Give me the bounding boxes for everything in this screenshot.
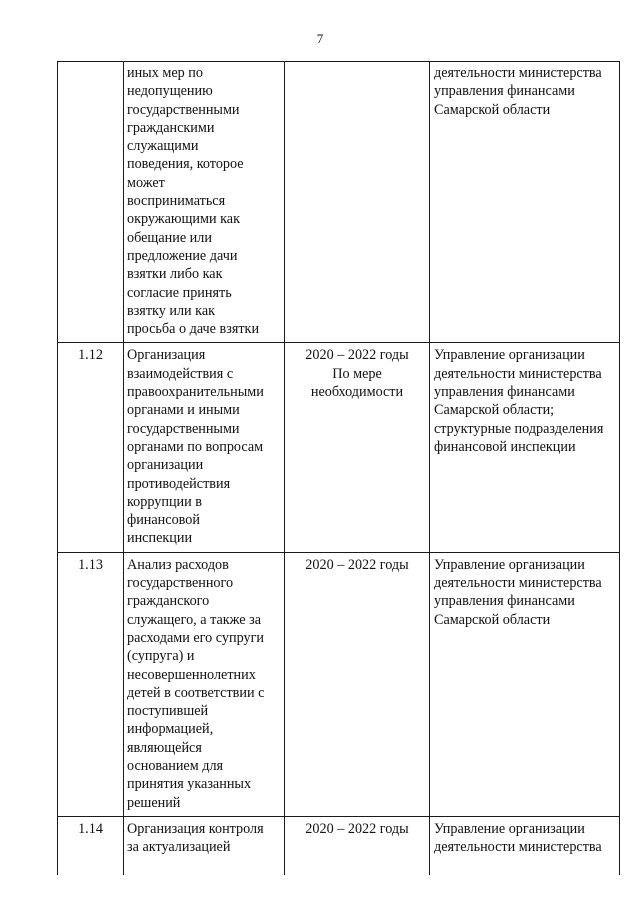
item-number: 1.12 xyxy=(58,343,124,552)
table-row xyxy=(58,343,620,552)
execution-term: 2020 – 2022 годы По мере необходимости xyxy=(285,343,430,552)
measure-description: Организация контроля за актуализацией xyxy=(124,816,285,875)
measures-table xyxy=(57,61,620,875)
table-row xyxy=(58,816,620,875)
responsible-executor: Управление организации деятельности министерства управления финансами Самарской области xyxy=(430,552,620,816)
execution-term: 2020 – 2022 годы xyxy=(285,816,430,875)
page-number: 7 xyxy=(316,31,324,46)
item-number: 1.14 xyxy=(58,816,124,875)
table-row xyxy=(58,552,620,816)
measure-description: Организация взаимодействия с правоохранительными органами и иными государственными органами по вопросам организации противодействия коррупции в финансовой инспекции xyxy=(124,343,285,552)
measure-description: иных мер по недопущению государственными гражданскими служащими поведения, которое может восприниматься окружающими как обещание или предложение дачи взятки либо как согласие принять взятку или как просьба о даче взятки xyxy=(124,62,285,343)
item-number: 1.13 xyxy=(58,552,124,816)
item-number xyxy=(58,62,124,343)
execution-term: 2020 – 2022 годы xyxy=(285,552,430,816)
responsible-executor: Управление организации деятельности министерства xyxy=(430,816,620,875)
responsible-executor: деятельности министерства управления финансами Самарской области xyxy=(430,62,620,343)
execution-term xyxy=(285,62,430,343)
responsible-executor: Управление организации деятельности министерства управления финансами Самарской области; структурные подразделения финансовой инспекции xyxy=(430,343,620,552)
table-row xyxy=(58,62,620,343)
measure-description: Анализ расходов государственного гражданского служащего, а также за расходами его супруги (супруга) и несовершеннолетних детей в соответствии с поступившей информацией, являющейся основанием для принятия указанных решений xyxy=(124,552,285,816)
